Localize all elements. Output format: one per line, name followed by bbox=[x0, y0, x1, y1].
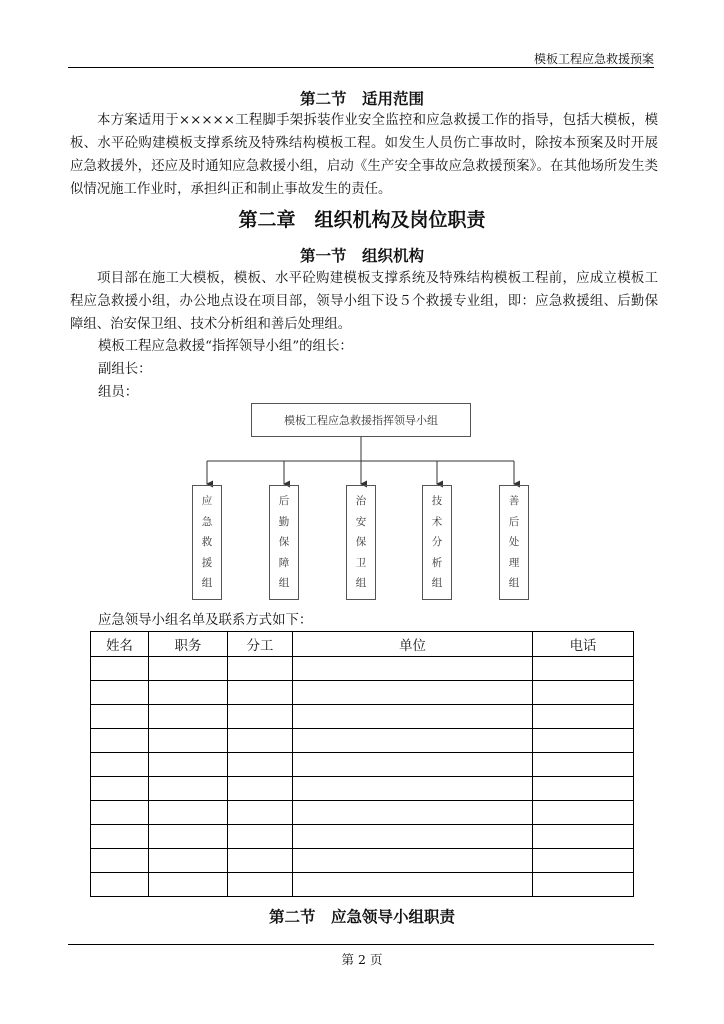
contact-table-header-row bbox=[91, 632, 634, 657]
table-cell bbox=[228, 681, 293, 705]
table-row bbox=[91, 681, 634, 705]
table-cell bbox=[533, 777, 634, 801]
table-cell bbox=[91, 681, 149, 705]
table-cell bbox=[149, 801, 228, 825]
section-org-paragraph: 项目部在施工大模板，模板、水平砼购建模板支撑系统及特殊结构模板工程前，应成立模板工程应急救援小组，办公地点设在项目部，领导小组下设５个救援专业组，即：应急救援组、后勤保障组、治安保卫组、技术分析组和善后处理组。 bbox=[70, 271, 658, 332]
table-cell bbox=[293, 801, 533, 825]
table-row bbox=[91, 753, 634, 777]
table-cell bbox=[228, 825, 293, 849]
table-cell bbox=[533, 657, 634, 681]
table-cell bbox=[228, 849, 293, 873]
table-cell bbox=[293, 729, 533, 753]
table-cell bbox=[533, 753, 634, 777]
table-cell bbox=[533, 873, 634, 897]
section-scope-heading: 第二节 适用范围 bbox=[299, 90, 424, 108]
contact-table-body bbox=[91, 657, 634, 897]
chapter-heading: 第二章 组织机构及岗位职责 bbox=[238, 209, 486, 231]
table-cell bbox=[293, 657, 533, 681]
table-cell bbox=[91, 705, 149, 729]
table-cell bbox=[149, 681, 228, 705]
table-cell bbox=[293, 681, 533, 705]
table-cell bbox=[293, 777, 533, 801]
org-chart-group-box: 治 安 保 卫 组 bbox=[346, 485, 376, 600]
table-row bbox=[91, 801, 634, 825]
table-row bbox=[91, 705, 634, 729]
table-row bbox=[91, 849, 634, 873]
table-row bbox=[91, 657, 634, 681]
table-cell bbox=[533, 825, 634, 849]
table-cell bbox=[149, 873, 228, 897]
table-cell bbox=[91, 873, 149, 897]
table-cell bbox=[149, 657, 228, 681]
org-chart-group-box: 应 急 救 援 组 bbox=[192, 485, 222, 600]
table-cell bbox=[91, 753, 149, 777]
leader-line: 模板工程应急救援“指挥领导小组”的组长： bbox=[98, 339, 353, 354]
table-cell bbox=[228, 753, 293, 777]
section-org-heading: 第一节 组织机构 bbox=[299, 247, 424, 265]
column-header-unit: 单位 bbox=[293, 632, 533, 657]
contact-table bbox=[90, 631, 634, 897]
table-cell bbox=[228, 801, 293, 825]
table-row bbox=[91, 825, 634, 849]
org-chart-group-box: 技 术 分 析 组 bbox=[422, 485, 452, 600]
table-cell bbox=[91, 657, 149, 681]
table-cell bbox=[228, 729, 293, 753]
org-chart-group-box: 后 勤 保 障 组 bbox=[269, 485, 299, 600]
column-header-position: 职务 bbox=[149, 632, 228, 657]
table-cell bbox=[149, 753, 228, 777]
table-cell bbox=[149, 777, 228, 801]
table-cell bbox=[533, 705, 634, 729]
table-cell bbox=[228, 705, 293, 729]
table-cell bbox=[228, 777, 293, 801]
column-header-phone: 电话 bbox=[533, 632, 634, 657]
table-row bbox=[91, 729, 634, 753]
section-scope-paragraph: 本方案适用于×××××工程脚手架拆装作业安全监控和应急救援工作的指导，包括大模板，模板、水平砼购建模板支撑系统及特殊结构模板工程。如发生人员伤亡事故时，除按本预案及时开展应急救援外，还应及时通知应急救援小组，启动《生产安全事故应急救援预案》。在其他场所发生类似情况施工作业时，承担纠正和制止事故发生的责任。 bbox=[70, 113, 658, 197]
members-line: 组员： bbox=[98, 385, 139, 400]
table-cell bbox=[91, 801, 149, 825]
table-cell bbox=[293, 705, 533, 729]
org-chart-group-box: 善 后 处 理 组 bbox=[499, 485, 529, 600]
table-row bbox=[91, 873, 634, 897]
table-cell bbox=[533, 681, 634, 705]
table-cell bbox=[149, 705, 228, 729]
footer-divider bbox=[68, 944, 654, 945]
table-cell bbox=[91, 777, 149, 801]
table-cell bbox=[533, 849, 634, 873]
section-duty-heading: 第二节 应急领导小组职责 bbox=[268, 908, 455, 926]
table-cell bbox=[91, 729, 149, 753]
column-header-duty: 分工 bbox=[228, 632, 293, 657]
table-cell bbox=[91, 849, 149, 873]
table-cell bbox=[533, 801, 634, 825]
table-row bbox=[91, 777, 634, 801]
table-cell bbox=[228, 873, 293, 897]
table-cell bbox=[293, 825, 533, 849]
contact-table-intro: 应急领导小组名单及联系方式如下： bbox=[98, 613, 313, 628]
table-cell bbox=[91, 825, 149, 849]
page-number: 第 2 页 bbox=[341, 952, 383, 967]
table-cell bbox=[293, 849, 533, 873]
org-chart-top-box: 模板工程应急救援指挥领导小组 bbox=[251, 403, 471, 437]
table-cell bbox=[293, 753, 533, 777]
deputy-leader-line: 副组长： bbox=[98, 362, 152, 377]
running-header-title: 模板工程应急救援预案 bbox=[533, 52, 654, 66]
table-cell bbox=[149, 729, 228, 753]
table-cell bbox=[149, 849, 228, 873]
table-cell bbox=[533, 729, 634, 753]
table-cell bbox=[228, 657, 293, 681]
table-cell bbox=[293, 873, 533, 897]
column-header-name: 姓名 bbox=[91, 632, 149, 657]
table-cell bbox=[149, 825, 228, 849]
